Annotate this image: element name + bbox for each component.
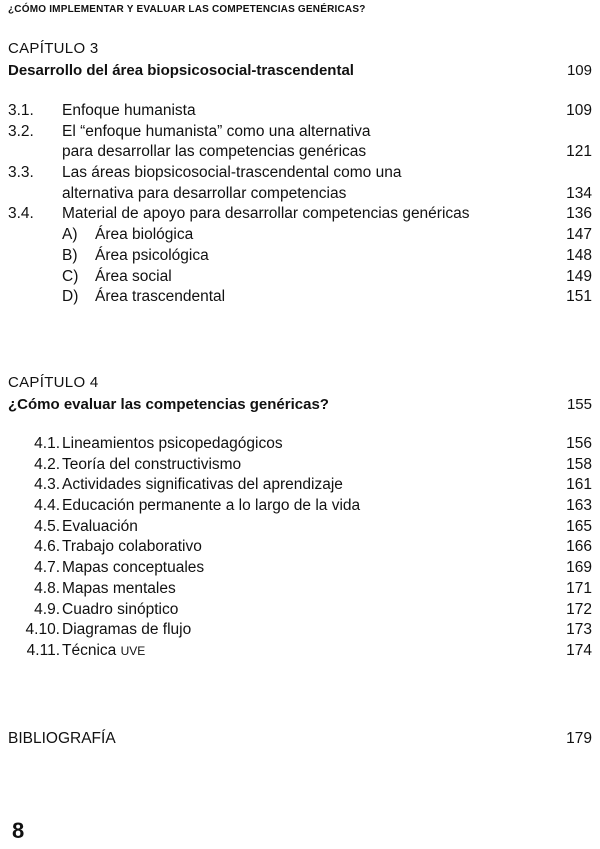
entry-title: Enfoque humanista xyxy=(62,102,196,119)
toc-subentry-a xyxy=(8,225,592,246)
subentry-page: 149 xyxy=(566,267,592,285)
toc-entry-4-1 xyxy=(8,434,592,455)
toc-entry-4-5 xyxy=(8,517,592,538)
toc-entry-3-2-cont xyxy=(8,142,592,163)
subentry-title: Área trascendental xyxy=(95,288,226,306)
entry-page: 163 xyxy=(566,497,592,515)
entry-title xyxy=(62,641,145,662)
chapter-4-title xyxy=(8,396,592,413)
entry-page: 156 xyxy=(566,435,592,452)
entry-number: 4.9. xyxy=(34,600,60,618)
entry-title-smallcaps: UVE xyxy=(120,643,146,658)
toc-entry-3-3 xyxy=(8,163,592,184)
subentry-letter: D) xyxy=(62,288,79,306)
entry-title: Material de apoyo para desarrollar competencias genéricas xyxy=(62,205,470,223)
entry-title: Diagramas de flujo xyxy=(62,621,192,639)
entry-number: 4.1. xyxy=(34,435,60,452)
subentry-letter: B) xyxy=(62,246,78,264)
entry-number: 4.10. xyxy=(25,621,60,639)
entry-page: 169 xyxy=(566,559,592,577)
chapter-3-title-text: Desarrollo del área biopsicosocial-trascendental xyxy=(8,62,354,79)
bibliography-entry xyxy=(8,730,592,748)
entry-title: Lineamientos psicopedagógicos xyxy=(62,435,283,452)
entry-number: 4.3. xyxy=(34,476,60,494)
toc-entry-4-4 xyxy=(8,496,592,517)
entry-title: Teoría del constructivismo xyxy=(62,455,242,473)
entry-title: para desarrollar las competencias genéricas xyxy=(62,143,367,161)
entry-number: 4.7. xyxy=(34,559,60,577)
entry-number: 4.4. xyxy=(34,497,60,515)
toc-entry-4-11 xyxy=(8,641,592,662)
chapter-4-title-text: ¿Cómo evaluar las competencias genéricas? xyxy=(8,396,329,413)
toc-entry-4-3 xyxy=(8,475,592,496)
entry-page: 174 xyxy=(566,641,592,659)
chapter-3-toc xyxy=(8,101,592,308)
entry-number: 4.11. xyxy=(26,641,60,659)
page-number: 8 xyxy=(12,818,25,843)
entry-page: 134 xyxy=(566,184,592,202)
toc-subentry-d xyxy=(8,287,592,308)
entry-page: 172 xyxy=(566,600,592,618)
chapter-4-page: 155 xyxy=(566,396,592,413)
entry-page: 136 xyxy=(566,205,592,223)
entry-number: 3.1. xyxy=(8,102,34,119)
entry-page: 161 xyxy=(566,476,592,494)
toc-entry-3-3-cont xyxy=(8,184,592,205)
entry-number: 4.6. xyxy=(34,538,60,556)
entry-title: Cuadro sinóptico xyxy=(62,600,179,618)
toc-subentry-b xyxy=(8,246,592,267)
subentry-letter: C) xyxy=(62,267,79,285)
entry-number: 4.5. xyxy=(34,517,60,535)
toc-subentry-c xyxy=(8,267,592,288)
bibliography-page: 179 xyxy=(566,730,592,747)
toc-entry-4-8 xyxy=(8,579,592,600)
entry-title: alternativa para desarrollar competencias xyxy=(62,184,347,202)
entry-title: Las áreas biopsicosocial-trascendental como una xyxy=(62,164,402,182)
entry-title: Evaluación xyxy=(62,517,138,535)
bibliography-label: BIBLIOGRAFÍA xyxy=(8,730,116,747)
running-head: ¿CÓMO IMPLEMENTAR Y EVALUAR LAS COMPETENCIAS GENÉRICAS? xyxy=(8,4,366,15)
toc-entry-4-2 xyxy=(8,455,592,476)
toc-entry-4-9 xyxy=(8,600,592,621)
toc-entry-4-6 xyxy=(8,537,592,558)
chapter-4-label: CAPÍTULO 4 xyxy=(8,374,99,391)
entry-title: Actividades significativas del aprendizaje xyxy=(62,476,343,494)
entry-page: 158 xyxy=(566,455,592,473)
entry-title: Mapas conceptuales xyxy=(62,559,205,577)
subentry-title: Área biológica xyxy=(95,226,194,244)
entry-number: 3.3. xyxy=(8,164,34,182)
subentry-page: 147 xyxy=(566,226,592,244)
entry-number: 4.8. xyxy=(34,579,60,597)
entry-number: 3.2. xyxy=(8,122,34,140)
entry-number: 3.4. xyxy=(8,205,34,223)
entry-page: 109 xyxy=(566,102,592,119)
chapter-3-label: CAPÍTULO 3 xyxy=(8,40,99,57)
entry-title: Mapas mentales xyxy=(62,579,176,597)
chapter-4-toc xyxy=(8,434,592,662)
entry-page: 121 xyxy=(566,143,592,161)
subentry-letter: A) xyxy=(62,226,78,244)
subentry-page: 151 xyxy=(566,288,592,306)
toc-entry-4-10 xyxy=(8,620,592,641)
entry-title: Educación permanente a lo largo de la vida xyxy=(62,497,361,515)
chapter-3-page: 109 xyxy=(566,62,592,79)
toc-entry-3-1 xyxy=(8,101,592,122)
entry-title: El “enfoque humanista” como una alternativa xyxy=(62,122,371,140)
toc-entry-3-2 xyxy=(8,122,592,143)
entry-number: 4.2. xyxy=(34,455,60,473)
entry-page: 165 xyxy=(566,517,592,535)
chapter-3-title xyxy=(8,62,592,79)
subentry-title: Área social xyxy=(95,267,172,285)
entry-title: Trabajo colaborativo xyxy=(62,538,202,556)
entry-page: 173 xyxy=(566,621,592,639)
entry-page: 171 xyxy=(566,579,592,597)
subentry-page: 148 xyxy=(566,246,592,264)
entry-page: 166 xyxy=(566,538,592,556)
entry-title-text: Técnica xyxy=(62,641,117,659)
subentry-title: Área psicológica xyxy=(95,246,209,264)
toc-entry-4-7 xyxy=(8,558,592,579)
toc-entry-3-4 xyxy=(8,204,592,225)
